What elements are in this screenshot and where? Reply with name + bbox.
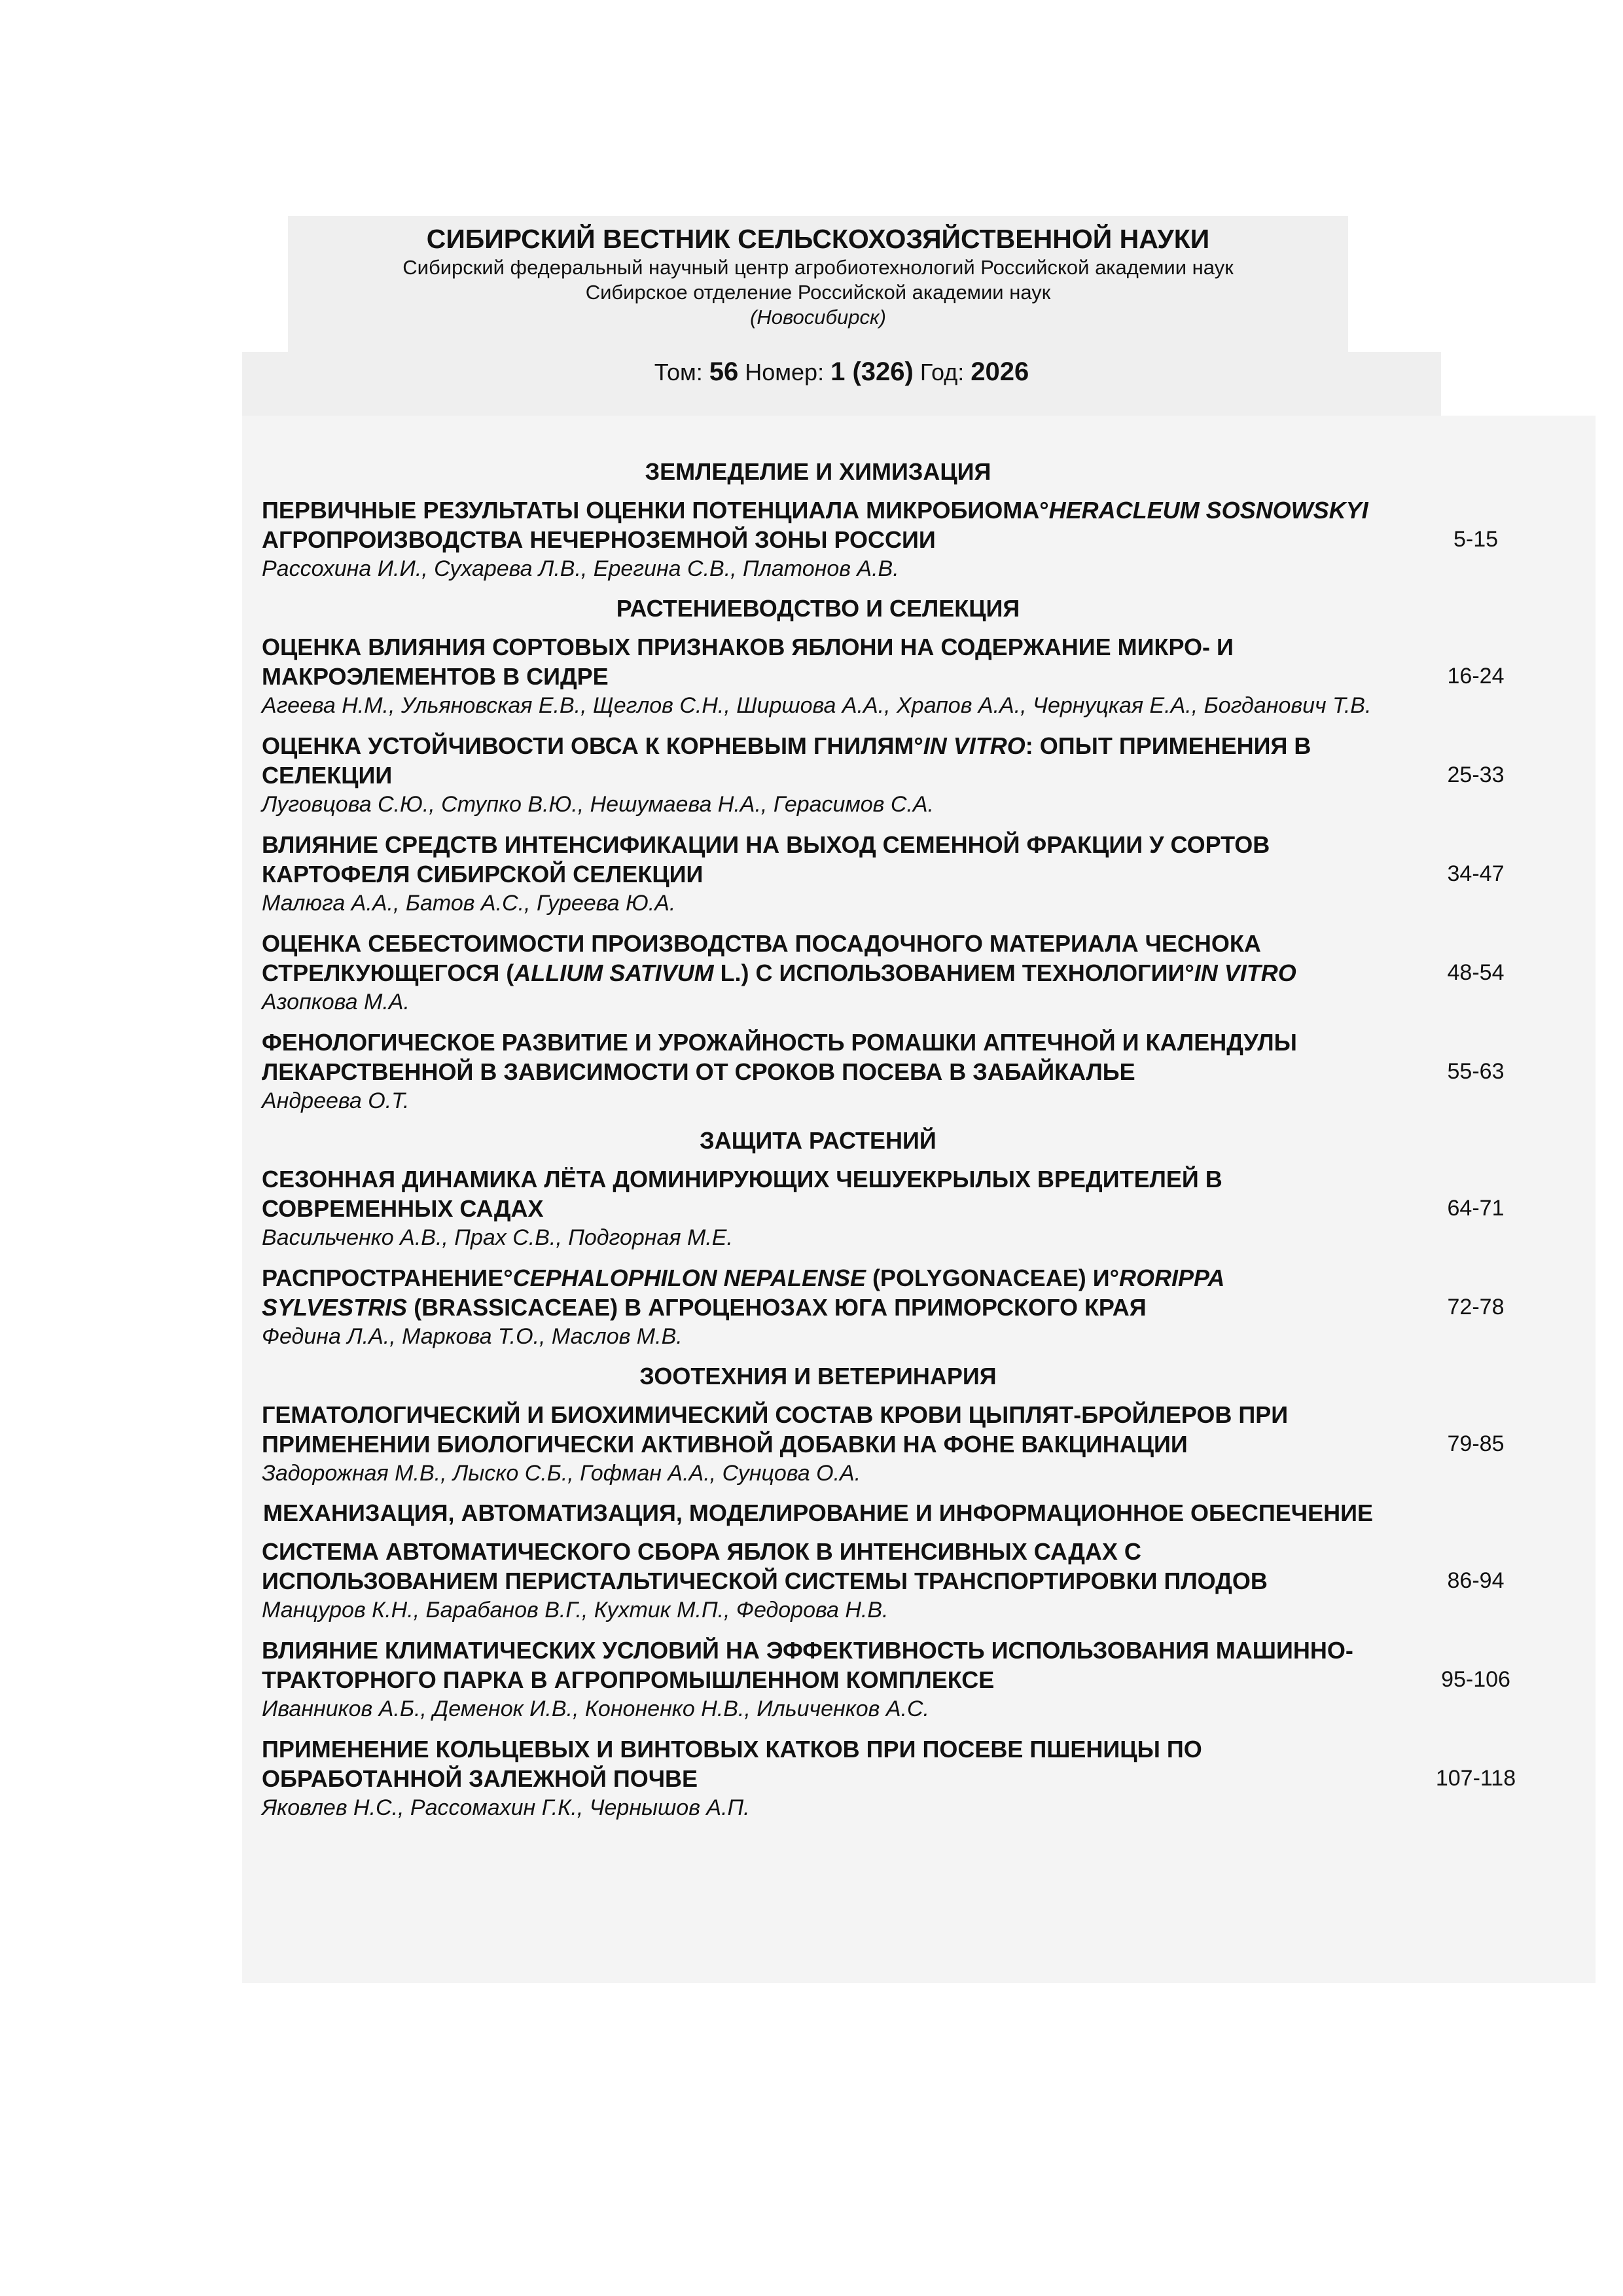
article-title-part: L.) С ИСПОЛЬЗОВАНИЕМ ТЕХНОЛОГИИ° [713,960,1194,986]
article-title-part: : ОПЫТ ПРИМЕНЕНИЯ В СЕЛЕКЦИИ [262,732,1311,789]
article-title-latin: RORIPPA SYLVESTRIS [262,1265,1224,1321]
article-entry[interactable] [262,632,1577,721]
article-entry[interactable] [262,1400,1577,1488]
article-title[interactable] [262,1028,1374,1086]
article-pages: 64-71 [1447,1196,1505,1221]
section-heading: ЗАЩИТА РАСТЕНИЙ [700,1127,936,1154]
article-entry[interactable] [262,929,1577,1017]
article-text [262,929,1374,1017]
article-text [262,1164,1374,1253]
section-heading: ЗЕМЛЕДЕЛИЕ И ХИМИЗАЦИЯ [645,458,991,485]
article-text [262,731,1374,819]
article-pages: 95-106 [1441,1667,1510,1692]
article-text [262,632,1374,721]
article-text [262,1636,1374,1724]
article-authors: Малюга А.А., Батов А.С., Гуреева Ю.А. [262,891,676,916]
article-authors: Луговцова С.Ю., Ступко В.Ю., Нешумаева Н.А., Герасимов С.А. [262,792,934,817]
article-entry[interactable] [262,1734,1577,1823]
article-entry[interactable] [262,830,1577,918]
article-title-part: РАСПРОСТРАНЕНИЕ° [262,1265,513,1291]
year-value: 2026 [971,357,1029,386]
article-authors: Васильченко А.В., Прах С.В., Подгорная М.Е. [262,1225,733,1250]
article-entry[interactable] [262,495,1577,584]
article-title[interactable] [262,830,1374,889]
article-text [262,1734,1374,1823]
article-entry[interactable] [262,731,1577,819]
article-title-part: ВЛИЯНИЕ КЛИМАТИЧЕСКИХ УСЛОВИЙ НА ЭФФЕКТИВНОСТЬ ИСПОЛЬЗОВАНИЯ МАШИННО-ТРАКТОРНОГО ПАРКА В АГРОПРОМЫШЛЕННОМ КОМПЛЕКСЕ [262,1637,1353,1693]
table-of-contents [242,416,1596,1983]
journal-header [288,216,1348,355]
article-title[interactable] [262,929,1374,988]
section-heading: МЕХАНИЗАЦИЯ, АВТОМАТИЗАЦИЯ, МОДЕЛИРОВАНИЕ И ИНФОРМАЦИОННОЕ ОБЕСПЕЧЕНИЕ [263,1499,1373,1526]
article-title-part: ПРИМЕНЕНИЕ КОЛЬЦЕВЫХ И ВИНТОВЫХ КАТКОВ ПРИ ПОСЕВЕ ПШЕНИЦЫ ПО ОБРАБОТАННОЙ ЗАЛЕЖНОЙ ПОЧВЕ [262,1736,1202,1792]
article-authors: Яковлев Н.С., Рассомахин Г.К., Чернышов А.П. [262,1795,750,1820]
article-text [262,1537,1374,1625]
article-title-latin: ALLIUM SATIVUM [514,960,714,986]
article-title-latin: CEPHALOPHILON NEPALENSE [512,1265,866,1291]
article-title[interactable] [262,495,1374,554]
article-title[interactable] [262,1734,1374,1793]
article-title-part: СИСТЕМА АВТОМАТИЧЕСКОГО СБОРА ЯБЛОК В ИНТЕНСИВНЫХ САДАХ С ИСПОЛЬЗОВАНИЕМ ПЕРИСТАЛЬТИЧЕСКОЙ СИСТЕМЫ ТРАНСПОРТИРОВКИ ПЛОДОВ [262,1538,1268,1594]
article-title-part: (BRASSICACEAE) В АГРОЦЕНОЗАХ ЮГА ПРИМОРСКОГО КРАЯ [407,1294,1147,1321]
article-title-part: ПЕРВИЧНЫЕ РЕЗУЛЬТАТЫ ОЦЕНКИ ПОТЕНЦИАЛА МИКРОБИОМА° [262,497,1049,524]
number-value: 1 (326) [830,357,914,386]
article-title-latin: IN VITRO [923,732,1026,759]
article-text [262,1400,1374,1488]
article-title-part: ОЦЕНКА УСТОЙЧИВОСТИ ОВСА К КОРНЕВЫМ ГНИЛЯМ° [262,732,923,759]
journal-title: СИБИРСКИЙ ВЕСТНИК СЕЛЬСКОХОЗЯЙСТВЕННОЙ НАУКИ [426,224,1210,254]
article-title[interactable] [262,1263,1374,1322]
article-authors: Агеева Н.М., Ульяновская Е.В., Щеглов С.Н., Ширшова А.А., Храпов А.А., Чернуцкая Е.А., Богданович Т.В. [262,693,1372,718]
article-title-part: ГЕМАТОЛОГИЧЕСКИЙ И БИОХИМИЧЕСКИЙ СОСТАВ КРОВИ ЦЫПЛЯТ-БРОЙЛЕРОВ ПРИ ПРИМЕНЕНИИ БИОЛОГИЧЕСКИ АКТИВНОЙ ДОБАВКИ НА ФОНЕ ВАКЦИНАЦИИ [262,1401,1289,1458]
article-pages: 55-63 [1447,1059,1505,1084]
article-title-part: ОЦЕНКА СЕБЕСТОИМОСТИ ПРОИЗВОДСТВА ПОСАДОЧНОГО МАТЕРИАЛА ЧЕСНОКА СТРЕЛКУЮЩЕГОСЯ ( [262,930,1261,986]
article-entry[interactable] [262,1537,1577,1625]
article-text [262,1263,1374,1352]
article-authors: Азопкова М.А. [262,990,410,1014]
article-title[interactable] [262,731,1374,790]
article-entry[interactable] [262,1164,1577,1253]
article-authors: Рассохина И.И., Сухарева Л.В., Ерегина С.В., Платонов А.В. [262,556,899,581]
number-label: Номер: [745,359,825,386]
article-authors: Андреева О.Т. [262,1088,410,1113]
article-authors: Федина Л.А., Маркова Т.О., Маслов М.В. [262,1324,683,1349]
article-title-part: ОЦЕНКА ВЛИЯНИЯ СОРТОВЫХ ПРИЗНАКОВ ЯБЛОНИ НА СОДЕРЖАНИЕ МИКРО- И МАКРОЭЛЕМЕНТОВ В СИДРЕ [262,634,1234,690]
article-title[interactable] [262,1537,1374,1596]
article-title-latin: HERACLEUM SOSNOWSKYI [1048,497,1368,524]
article-text [262,495,1374,584]
article-pages: 5-15 [1453,527,1499,552]
section-heading: ЗООТЕХНИЯ И ВЕТЕРИНАРИЯ [639,1363,997,1390]
article-entry[interactable] [262,1636,1577,1724]
toc-list [262,455,1577,1833]
article-pages: 86-94 [1447,1568,1505,1593]
article-pages: 107-118 [1435,1766,1516,1791]
article-text [262,1028,1374,1116]
section-heading: РАСТЕНИЕВОДСТВО И СЕЛЕКЦИЯ [616,595,1020,622]
article-authors: Манцуров К.Н., Барабанов В.Г., Кухтик М.П., Федорова Н.В. [262,1598,889,1623]
article-title-part: ВЛИЯНИЕ СРЕДСТВ ИНТЕНСИФИКАЦИИ НА ВЫХОД СЕМЕННОЙ ФРАКЦИИ У СОРТОВ КАРТОФЕЛЯ СИБИРСКОЙ СЕЛЕКЦИИ [262,831,1270,888]
year-label: Год: [919,359,965,386]
article-pages: 79-85 [1447,1431,1505,1456]
city: (Новосибирск) [750,306,886,329]
article-title-part: (POLYGONACEAE) И° [865,1265,1119,1291]
publisher-line-2: Сибирское отделение Российской академии наук [585,281,1051,304]
article-title-part: ФЕНОЛОГИЧЕСКОЕ РАЗВИТИЕ И УРОЖАЙНОСТЬ РОМАШКИ АПТЕЧНОЙ И КАЛЕНДУЛЫ ЛЕКАРСТВЕННОЙ В ЗАВИСИМОСТИ ОТ СРОКОВ ПОСЕВА В ЗАБАЙКАЛЬЕ [262,1029,1297,1085]
publisher-line-1: Сибирский федеральный научный центр агробиотехнологий Российской академии наук [402,256,1234,279]
article-pages: 48-54 [1447,960,1505,985]
volume-value: 56 [709,357,739,386]
article-authors: Задорожная М.В., Лыско С.Б., Гофман А.А., Сунцова О.А. [262,1461,861,1486]
article-text [262,830,1374,918]
article-title[interactable] [262,1164,1374,1223]
article-pages: 34-47 [1447,861,1505,886]
article-authors: Иванников А.Б., Деменок И.В., Кононенко Н.В., Ильиченков А.С. [262,1696,929,1721]
article-pages: 16-24 [1447,664,1505,689]
article-title[interactable] [262,1400,1374,1459]
issue-info [242,352,1441,420]
article-pages: 25-33 [1447,762,1505,787]
article-entry[interactable] [262,1028,1577,1116]
article-title[interactable] [262,632,1374,691]
article-title[interactable] [262,1636,1374,1695]
article-pages: 72-78 [1447,1295,1505,1319]
article-title-part: СЕЗОННАЯ ДИНАМИКА ЛЁТА ДОМИНИРУЮЩИХ ЧЕШУЕКРЫЛЫХ ВРЕДИТЕЛЕЙ В СОВРЕМЕННЫХ САДАХ [262,1166,1222,1222]
issue-line [242,357,1441,387]
article-title-part: АГРОПРОИЗВОДСТВА НЕЧЕРНОЗЕМНОЙ ЗОНЫ РОССИИ [262,526,936,553]
article-entry[interactable] [262,1263,1577,1352]
article-title-latin: IN VITRO [1194,960,1296,986]
volume-label: Том: [654,359,703,386]
